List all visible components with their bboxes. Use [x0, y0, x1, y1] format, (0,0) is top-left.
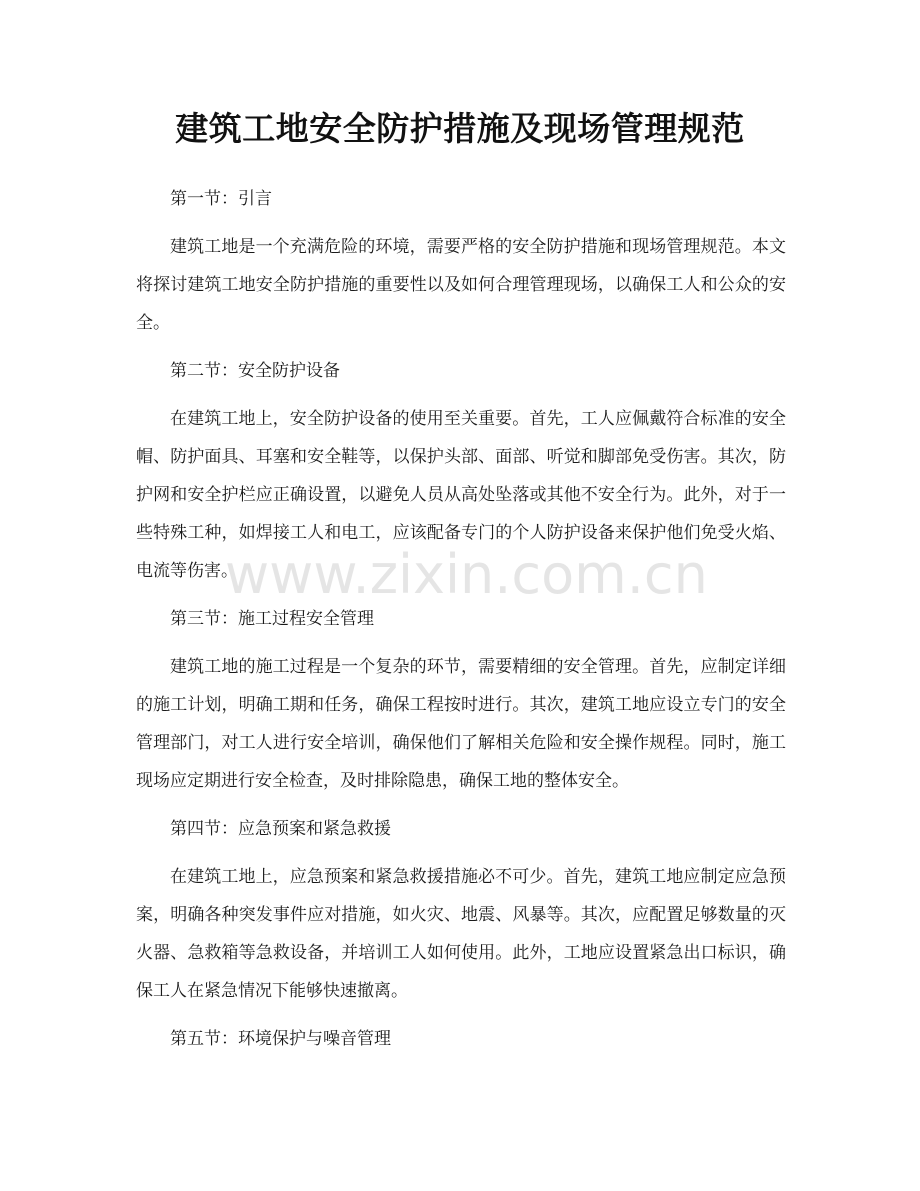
section-heading-3: 第三节：施工过程安全管理: [170, 609, 374, 629]
document-body: [136, 180, 786, 1068]
section-heading-2: 第二节：安全防护设备: [170, 361, 340, 381]
watermark-text: www.zixin.com.cn: [225, 543, 708, 606]
document-title: 建筑工地安全防护措施及现场管理规范: [175, 109, 745, 148]
section-heading-5: 第五节：环境保护与噪音管理: [170, 1029, 391, 1049]
section-paragraph-2: 在建筑工地上，安全防护设备的使用至关重要。首先，工人应佩戴符合标准的安全帽、防护面具、耳塞和安全鞋等，以保护头部、面部、听觉和脚部免受伤害。其次，防护网和安全护栏应正确设置，以避免人员从高处坠落或其他不安全行为。此外，对于一些特殊工种，如焊接工人和电工，应该配备专门的个人防护设备来保护他们免受火焰、电流等伤害。: [136, 409, 786, 581]
section-heading-1: 第一节：引言: [170, 189, 272, 209]
section-paragraph-4: 在建筑工地上，应急预案和紧急救援措施必不可少。首先，建筑工地应制定应急预案，明确各种突发事件应对措施，如火灾、地震、风暴等。其次，应配置足够数量的灭火器、急救箱等急救设备，并培训工人如何使用。此外，工地应设置紧急出口标识，确保工人在紧急情况下能够快速撤离。: [136, 867, 786, 1001]
section-heading-4: 第四节：应急预案和紧急救援: [170, 819, 391, 839]
section-paragraph-1: 建筑工地是一个充满危险的环境，需要严格的安全防护措施和现场管理规范。本文将探讨建筑工地安全防护措施的重要性以及如何合理管理现场，以确保工人和公众的安全。: [136, 237, 786, 333]
section-paragraph-3: 建筑工地的施工过程是一个复杂的环节，需要精细的安全管理。首先，应制定详细的施工计划，明确工期和任务，确保工程按时进行。其次，建筑工地应设立专门的安全管理部门，对工人进行安全培训，确保他们了解相关危险和安全操作规程。同时，施工现场应定期进行安全检查，及时排除隐患，确保工地的整体安全。: [136, 657, 786, 791]
